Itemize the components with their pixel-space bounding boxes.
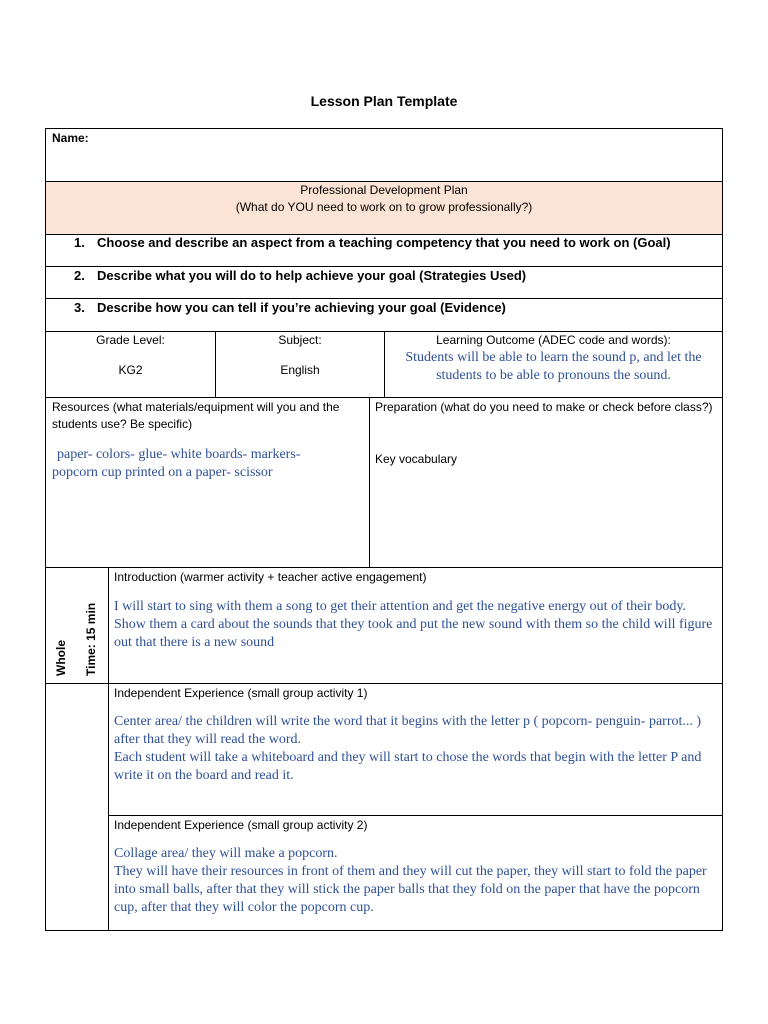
grade-label: Grade Level: <box>96 333 165 347</box>
goal-number: 1. <box>74 235 85 250</box>
preparation-label: Preparation <box>375 400 438 414</box>
group-label: Whole <box>54 640 68 676</box>
activity-2-label-detail: (small group activity 2) <box>244 818 368 832</box>
subject-label: Subject: <box>278 333 322 347</box>
goal-text: Describe what you will do to help achieve your goal (Strategies Used) <box>97 268 527 283</box>
time-label: Time: 15 min <box>84 602 98 676</box>
row-divider <box>45 266 723 267</box>
grade-value: KG2 <box>118 363 143 377</box>
goal-text: Describe how you can tell if you’re achieving your goal (Evidence) <box>97 300 506 315</box>
outcome-label-detail: (ADEC code and words): <box>534 333 671 347</box>
resources-label-detail: (what materials/equipment will you and the students use? Be specific) <box>52 400 340 431</box>
activity-1-label: Independent Experience <box>114 686 245 700</box>
activity-2-text: They will have their resources in front of them and they will cut the paper, they will start to fold the paper into small balls, after that they will stick the paper balls that they fold on the paper that have the popcorn cup, after that they will color the popcorn cup. <box>114 864 707 915</box>
goal-number: 2. <box>74 268 85 283</box>
activity-1-label-detail: (small group activity 1) <box>244 686 368 700</box>
activity-1-text: Center area/ the children will write the word that it begins with the letter p ( popcorn- penguin- parrot... ) after that they will read the word. <box>114 714 702 747</box>
activity-2-label: Independent Experience <box>114 818 245 832</box>
row-divider <box>45 567 723 568</box>
key-vocabulary-label: Key vocabulary <box>375 452 458 466</box>
resources-text: popcorn cup printed on a paper- scissor <box>52 465 273 480</box>
pdp-heading: Professional Development Plan <box>300 183 468 197</box>
row-divider <box>108 815 723 816</box>
introduction-text: I will start to sing with them a song to get their attention and get the negative energy out of their body. <box>114 599 686 614</box>
col-divider <box>369 397 370 567</box>
introduction-text: Show them a card about the sounds that they took and put the new sound with them so the child will figure out that there is a new sound <box>114 617 713 650</box>
subject-value: English <box>280 363 320 377</box>
outcome-text: Students will be able to learn the sound p, and let the students to be able to pronouns the sound. <box>405 350 702 383</box>
row-divider <box>45 298 723 299</box>
page-title: Lesson Plan Template <box>310 93 458 109</box>
pdp-subheading: (What do YOU need to work on to grow professionally?) <box>235 200 533 214</box>
activity-1-text: Each student will take a whiteboard and they will start to chose the words that begin with the letter P and write it on the board and read it. <box>114 750 702 783</box>
outcome-label: Learning Outcome <box>436 333 535 347</box>
preparation-label-detail: (what do you need to make or check before class?) <box>437 400 713 414</box>
activity-2-text: Collage area/ they will make a popcorn. <box>114 846 338 861</box>
introduction-label: Introduction <box>114 570 177 584</box>
goal-text: Choose and describe an aspect from a teaching competency that you need to work on (Goal) <box>97 235 671 250</box>
col-divider <box>384 331 385 397</box>
goal-item <box>74 300 506 315</box>
resources-text: paper- colors- glue- white boards- markers- <box>57 447 301 462</box>
col-divider <box>108 567 109 931</box>
row-divider <box>45 397 723 398</box>
goal-item <box>74 268 526 283</box>
resources-label: Resources <box>52 400 110 414</box>
goal-number: 3. <box>74 300 85 315</box>
row-divider <box>45 683 723 684</box>
name-label: Name: <box>52 131 89 145</box>
goal-item <box>74 235 671 250</box>
introduction-label-detail: (warmer activity + teacher active engagement) <box>176 570 427 584</box>
